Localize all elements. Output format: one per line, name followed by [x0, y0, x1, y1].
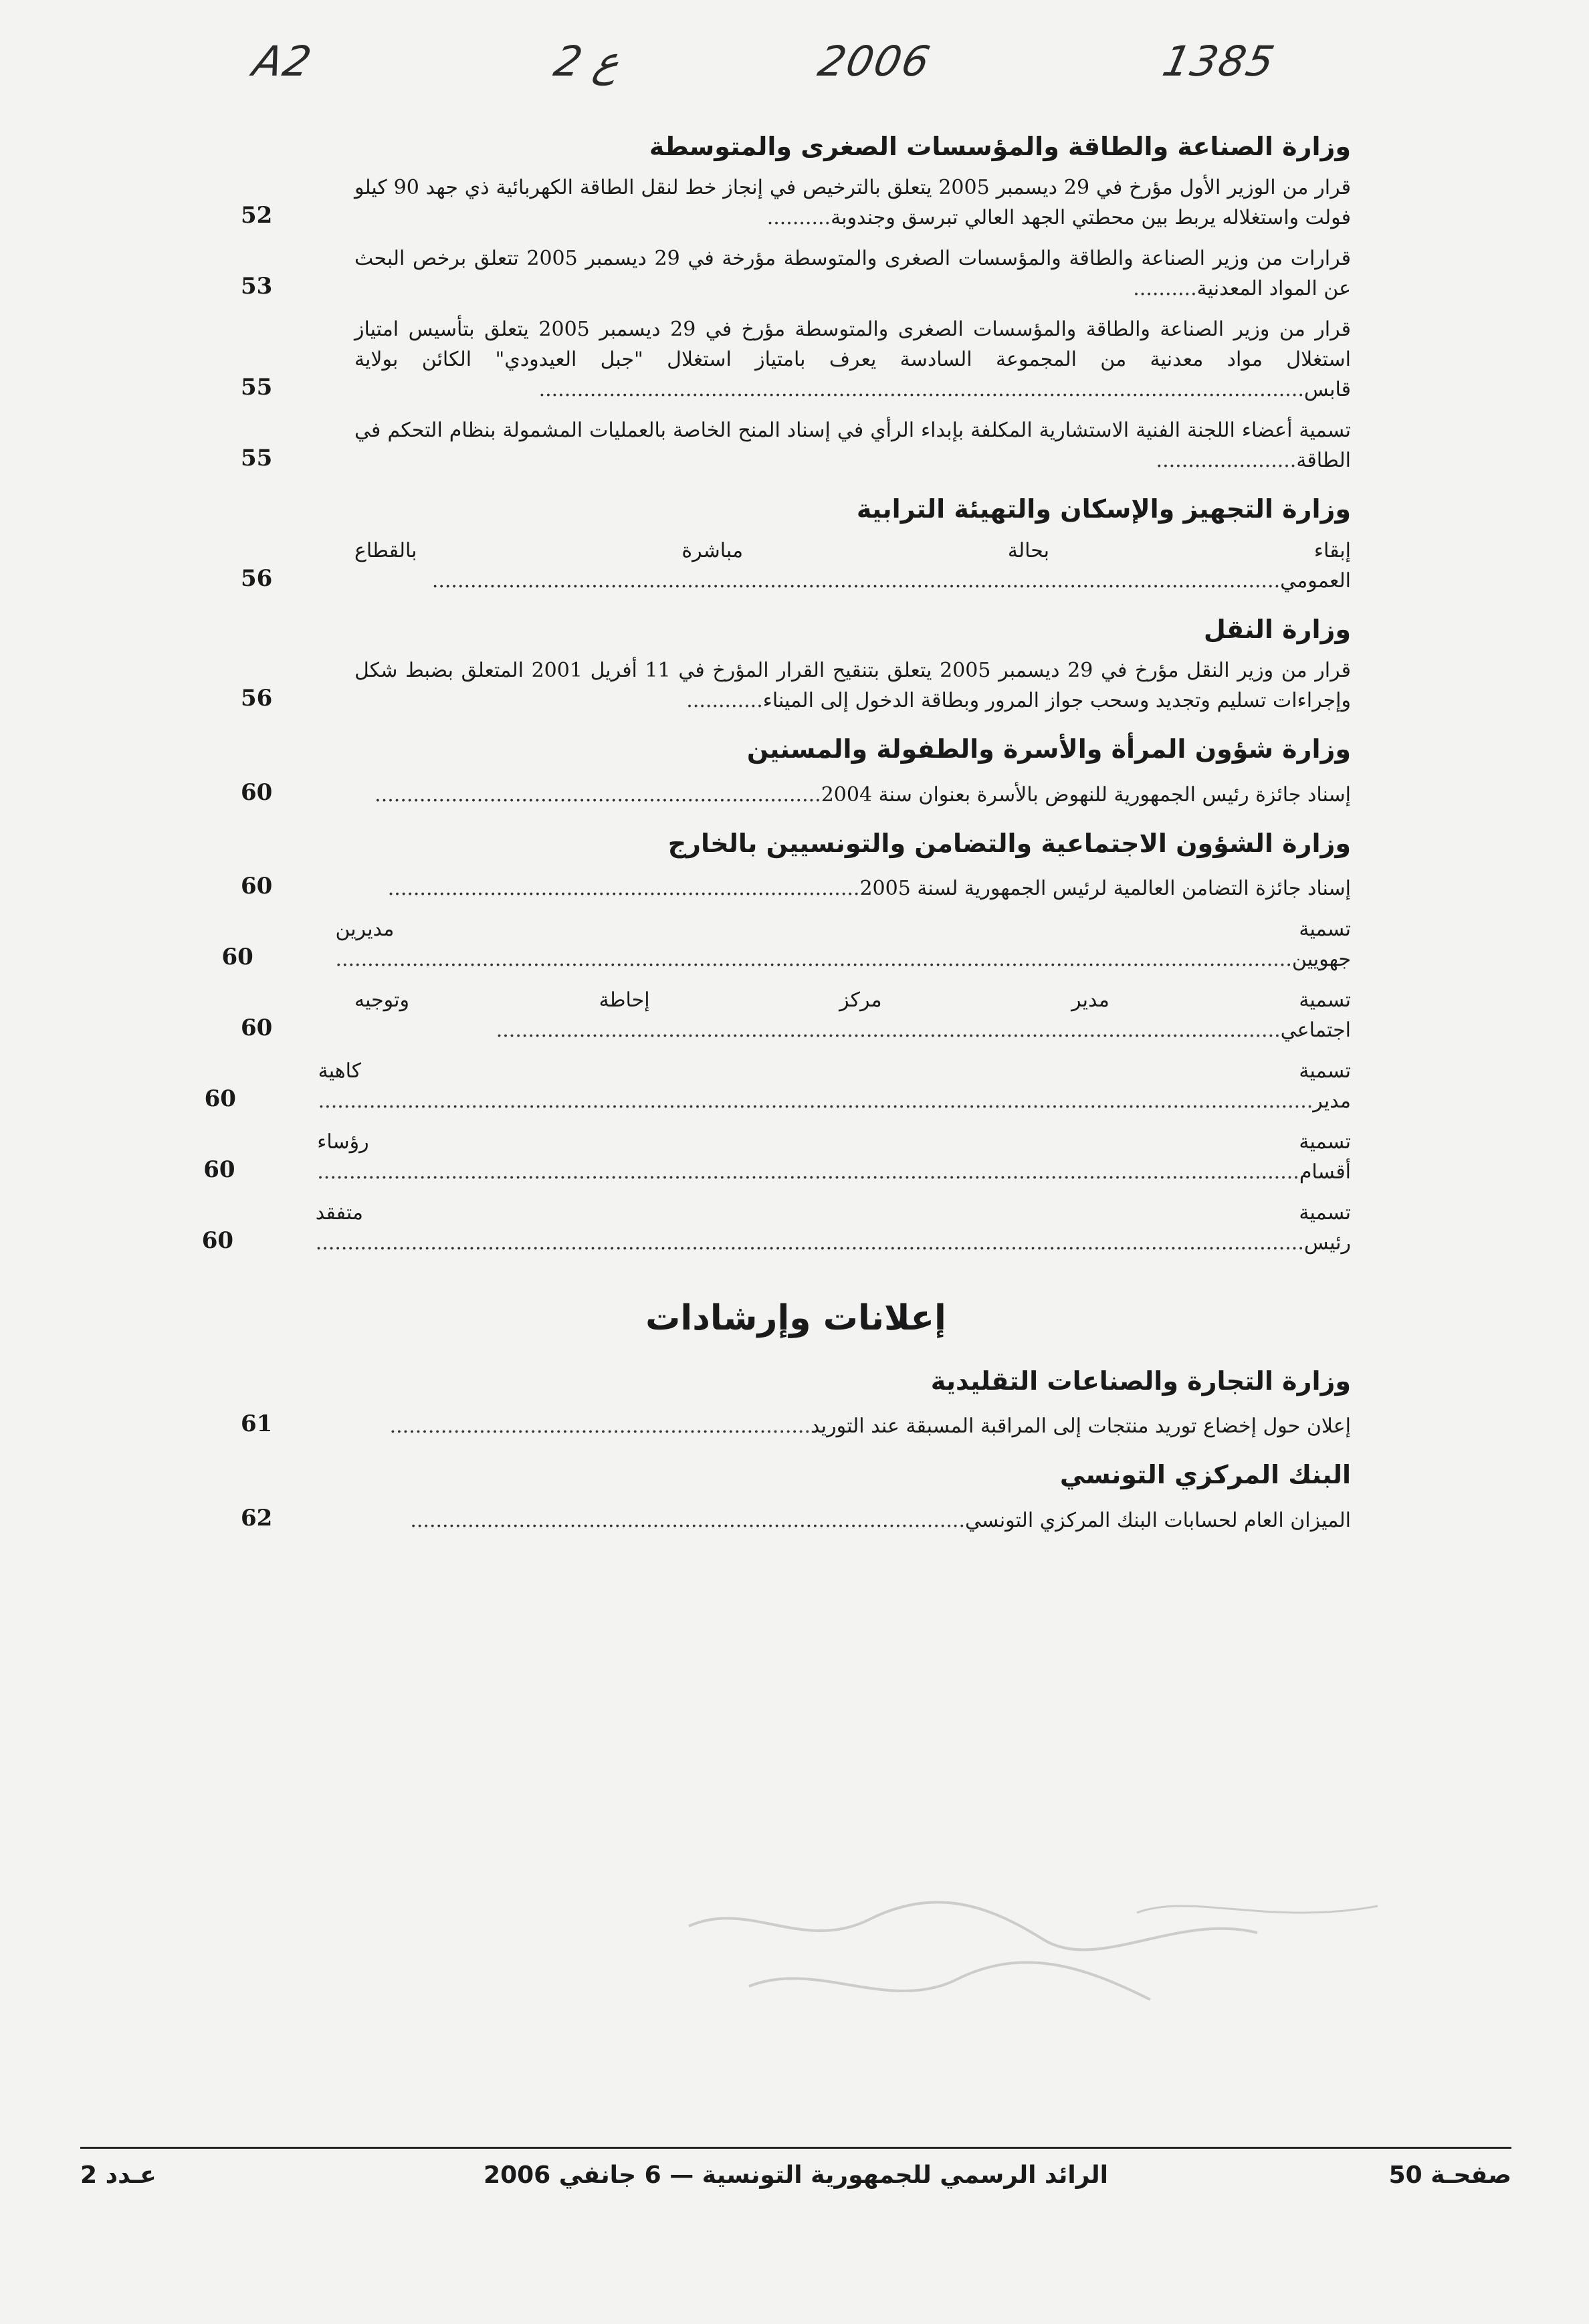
toc-page-number: 56: [241, 685, 273, 712]
section-title: وزارة النقل: [1203, 614, 1351, 644]
toc-entry-text-wrap: [258, 1056, 1351, 1116]
toc-entry: [241, 415, 1351, 476]
section-title: وزارة شؤون المرأة والأسرة والطفولة والمسنين: [746, 734, 1351, 764]
toc-entry-text-wrap: [294, 415, 1351, 476]
toc-entry-text: الميزان العام لحسابات البنك المركزي التونسي: [965, 1508, 1351, 1532]
toc-entry-text-wrap: [294, 314, 1351, 405]
toc-entry: [241, 776, 1351, 810]
toc-entry-text: تسمية كاهية مدير: [318, 1059, 1351, 1113]
ministry-section: [241, 493, 1351, 595]
toc-entry-text-wrap: [294, 985, 1351, 1045]
dot-leader: ............................................................................................................................................................: [318, 1089, 1313, 1113]
toc-page-number: 60: [204, 1085, 236, 1112]
toc-page-number: 53: [241, 273, 273, 300]
section-title: وزارة الصناعة والطاقة والمؤسسات الصغرى والمتوسطة: [649, 132, 1351, 161]
dot-leader: ......................................................................................................................................................: [335, 947, 1292, 971]
footer-journal: الرائد الرسمي للجمهورية التونسية — 6 جانفي 2006: [484, 2161, 1108, 2189]
bleed-through-scribble: [669, 1886, 1404, 2033]
announcements-title: إعلانات وإرشادات: [645, 1297, 946, 1338]
dot-leader: ......................: [1156, 449, 1297, 473]
section-title: وزارة التجارة والصناعات التقليدية: [930, 1366, 1351, 1396]
toc-entry-text-wrap: [294, 173, 1351, 233]
toc-entry: [204, 1056, 1351, 1116]
ministry-section: [241, 1365, 1351, 1441]
toc-entry-text-wrap: [294, 1505, 1351, 1536]
dot-leader: .....................................................................................................................................: [431, 568, 1281, 593]
toc-entry: [241, 314, 1351, 405]
ministry-section: [241, 733, 1351, 809]
toc-entry-text: تسمية مديرين جهويين: [335, 917, 1351, 971]
toc-entry: [241, 985, 1351, 1045]
toc-entry-text: قرار من الوزير الأول مؤرخ في 29 ديسمبر 2005 يتعلق بالترخيص في إنجاز خط لنقل الطاقة الكهربائية ذي جهد 90 كيلو فولت واستغلاله يربط بين محطتي الجهد العالي تبرسق وجندوبة: [354, 176, 1351, 230]
toc-page-number: 60: [203, 1156, 235, 1183]
toc-entry: [201, 1198, 1351, 1258]
handwritten-mark-b: 2 ع: [550, 37, 625, 86]
toc-page-number: 56: [241, 564, 273, 592]
toc-page-number: 60: [241, 1014, 273, 1041]
toc-entry: [241, 655, 1351, 716]
toc-entry: [241, 173, 1351, 233]
toc-page-number: 60: [241, 872, 273, 900]
ministry-section: [241, 613, 1351, 716]
toc-page-number: 60: [241, 778, 273, 806]
toc-entry: [203, 1127, 1351, 1187]
dot-leader: ..........: [766, 206, 831, 230]
toc-entry: [241, 243, 1351, 304]
toc-entry-text-wrap: [257, 1127, 1351, 1187]
toc-page-number: 61: [241, 1410, 273, 1438]
toc-entry-text: إعلان حول إخضاع توريد منتجات إلى المراقبة المسبقة عند التوريد: [811, 1414, 1351, 1439]
announcement-sections: [241, 1365, 1351, 1536]
toc-entry-text-wrap: [294, 780, 1351, 810]
toc-entry-text: تسمية أعضاء اللجنة الفنية الاستشارية المكلفة بإبداء الرأي في إسناد المنح الخاصة بالعمليات المشمولة بنظام التحكم في الطاقة: [354, 419, 1351, 473]
toc-entry-text: تسمية متفقد رئيس: [315, 1200, 1351, 1255]
toc-entry-text: تسمية مدير مركز إحاطة وتوجيه اجتماعي: [354, 988, 1351, 1042]
toc-entry-text: تسمية رؤساء أقسام: [317, 1130, 1351, 1184]
toc-entry: [241, 536, 1351, 596]
section-title: وزارة التجهيز والإسكان والتهيئة الترابية: [856, 494, 1351, 524]
toc-entry-text: إبقاء بحالة مباشرة بالقطاع العمومي: [354, 538, 1351, 593]
handwritten-mark-c: 2006: [814, 37, 936, 86]
footer-page-number: صفحـة 50: [1388, 2161, 1511, 2189]
dot-leader: ..................................................................: [389, 1414, 811, 1439]
dot-leader: ......................................................................: [375, 782, 821, 807]
toc-page-number: 52: [241, 202, 273, 229]
section-title: البنك المركزي التونسي: [1059, 1460, 1351, 1490]
dot-leader: ............: [686, 689, 763, 713]
footer-issue: عـدد 2: [80, 2161, 156, 2189]
footer-rule: [80, 2147, 1511, 2149]
toc-entry-text-wrap: [255, 1198, 1351, 1258]
toc-page-number: 62: [241, 1504, 273, 1531]
ministry-section: [201, 827, 1351, 1258]
dot-leader: ..........: [1133, 277, 1197, 301]
toc-entry-text-wrap: [294, 873, 1351, 904]
dot-leader: ..........................................................................: [387, 876, 860, 900]
toc-entry-text: قرار من وزير النقل مؤرخ في 29 ديسمبر 2005 يتعلق بتنقيح القرار المؤرخ في 11 أفريل 2001 المتعلق بضبط شكل وإجراءات تسليم وتجديد وسحب جواز المرور وبطاقة الدخول إلى الميناء: [354, 659, 1351, 713]
ministry-sections: [201, 130, 1351, 1258]
toc-entry-text-wrap: [294, 536, 1351, 596]
toc-entry-text-wrap: [294, 655, 1351, 716]
toc-entry-text-wrap: [294, 1411, 1351, 1441]
toc-entry-text-wrap: [294, 243, 1351, 304]
ministry-section: [241, 1459, 1351, 1535]
ministry-section: [241, 130, 1351, 476]
handwritten-mark-d: 1385: [1158, 37, 1280, 86]
toc-entry: [221, 914, 1351, 974]
toc-entry-text: قرارات من وزير الصناعة والطاقة والمؤسسات الصغرى والمتوسطة مؤرخة في 29 ديسمبر 2005 تتعلق برخص البحث عن المواد المعدنية: [354, 247, 1351, 301]
toc-page-number: 55: [241, 445, 273, 472]
dot-leader: ........................................................................................................................: [538, 378, 1304, 402]
dot-leader: .......................................................................................: [410, 1508, 966, 1532]
toc-entry-text: قرار من وزير الصناعة والطاقة والمؤسسات الصغرى والمتوسطة مؤرخ في 29 ديسمبر 2005 يتعلق بتأسيس امتياز استغلال مواد معدنية من المجموعة السادسة يعرف بامتياز استغلال "جبل العيدودي" الكائن بولاية قابس: [354, 318, 1351, 402]
toc-page-number: 55: [241, 374, 273, 401]
handwritten-mark-a: A2: [249, 37, 317, 86]
dot-leader: ..........................................................................................................................................................: [317, 1160, 1299, 1184]
table-of-contents: [201, 130, 1351, 1553]
toc-entry-text-wrap: [275, 914, 1351, 974]
toc-entry-text: إسناد جائزة رئيس الجمهورية للنهوض بالأسرة بعنوان سنة 2004: [821, 782, 1351, 807]
toc-entry: [241, 869, 1351, 904]
dot-leader: ...........................................................................................................................: [496, 1018, 1281, 1042]
section-title: وزارة الشؤون الاجتماعية والتضامن والتونسيين بالخارج: [667, 828, 1351, 858]
toc-entry: [241, 1501, 1351, 1536]
toc-entry: [241, 1407, 1351, 1441]
toc-page-number: 60: [221, 943, 253, 970]
toc-page-number: 60: [201, 1227, 234, 1254]
toc-entry-text: إسناد جائزة التضامن العالمية لرئيس الجمهورية لسنة 2005: [859, 876, 1351, 900]
dot-leader: ...........................................................................................................................................................: [315, 1231, 1304, 1255]
